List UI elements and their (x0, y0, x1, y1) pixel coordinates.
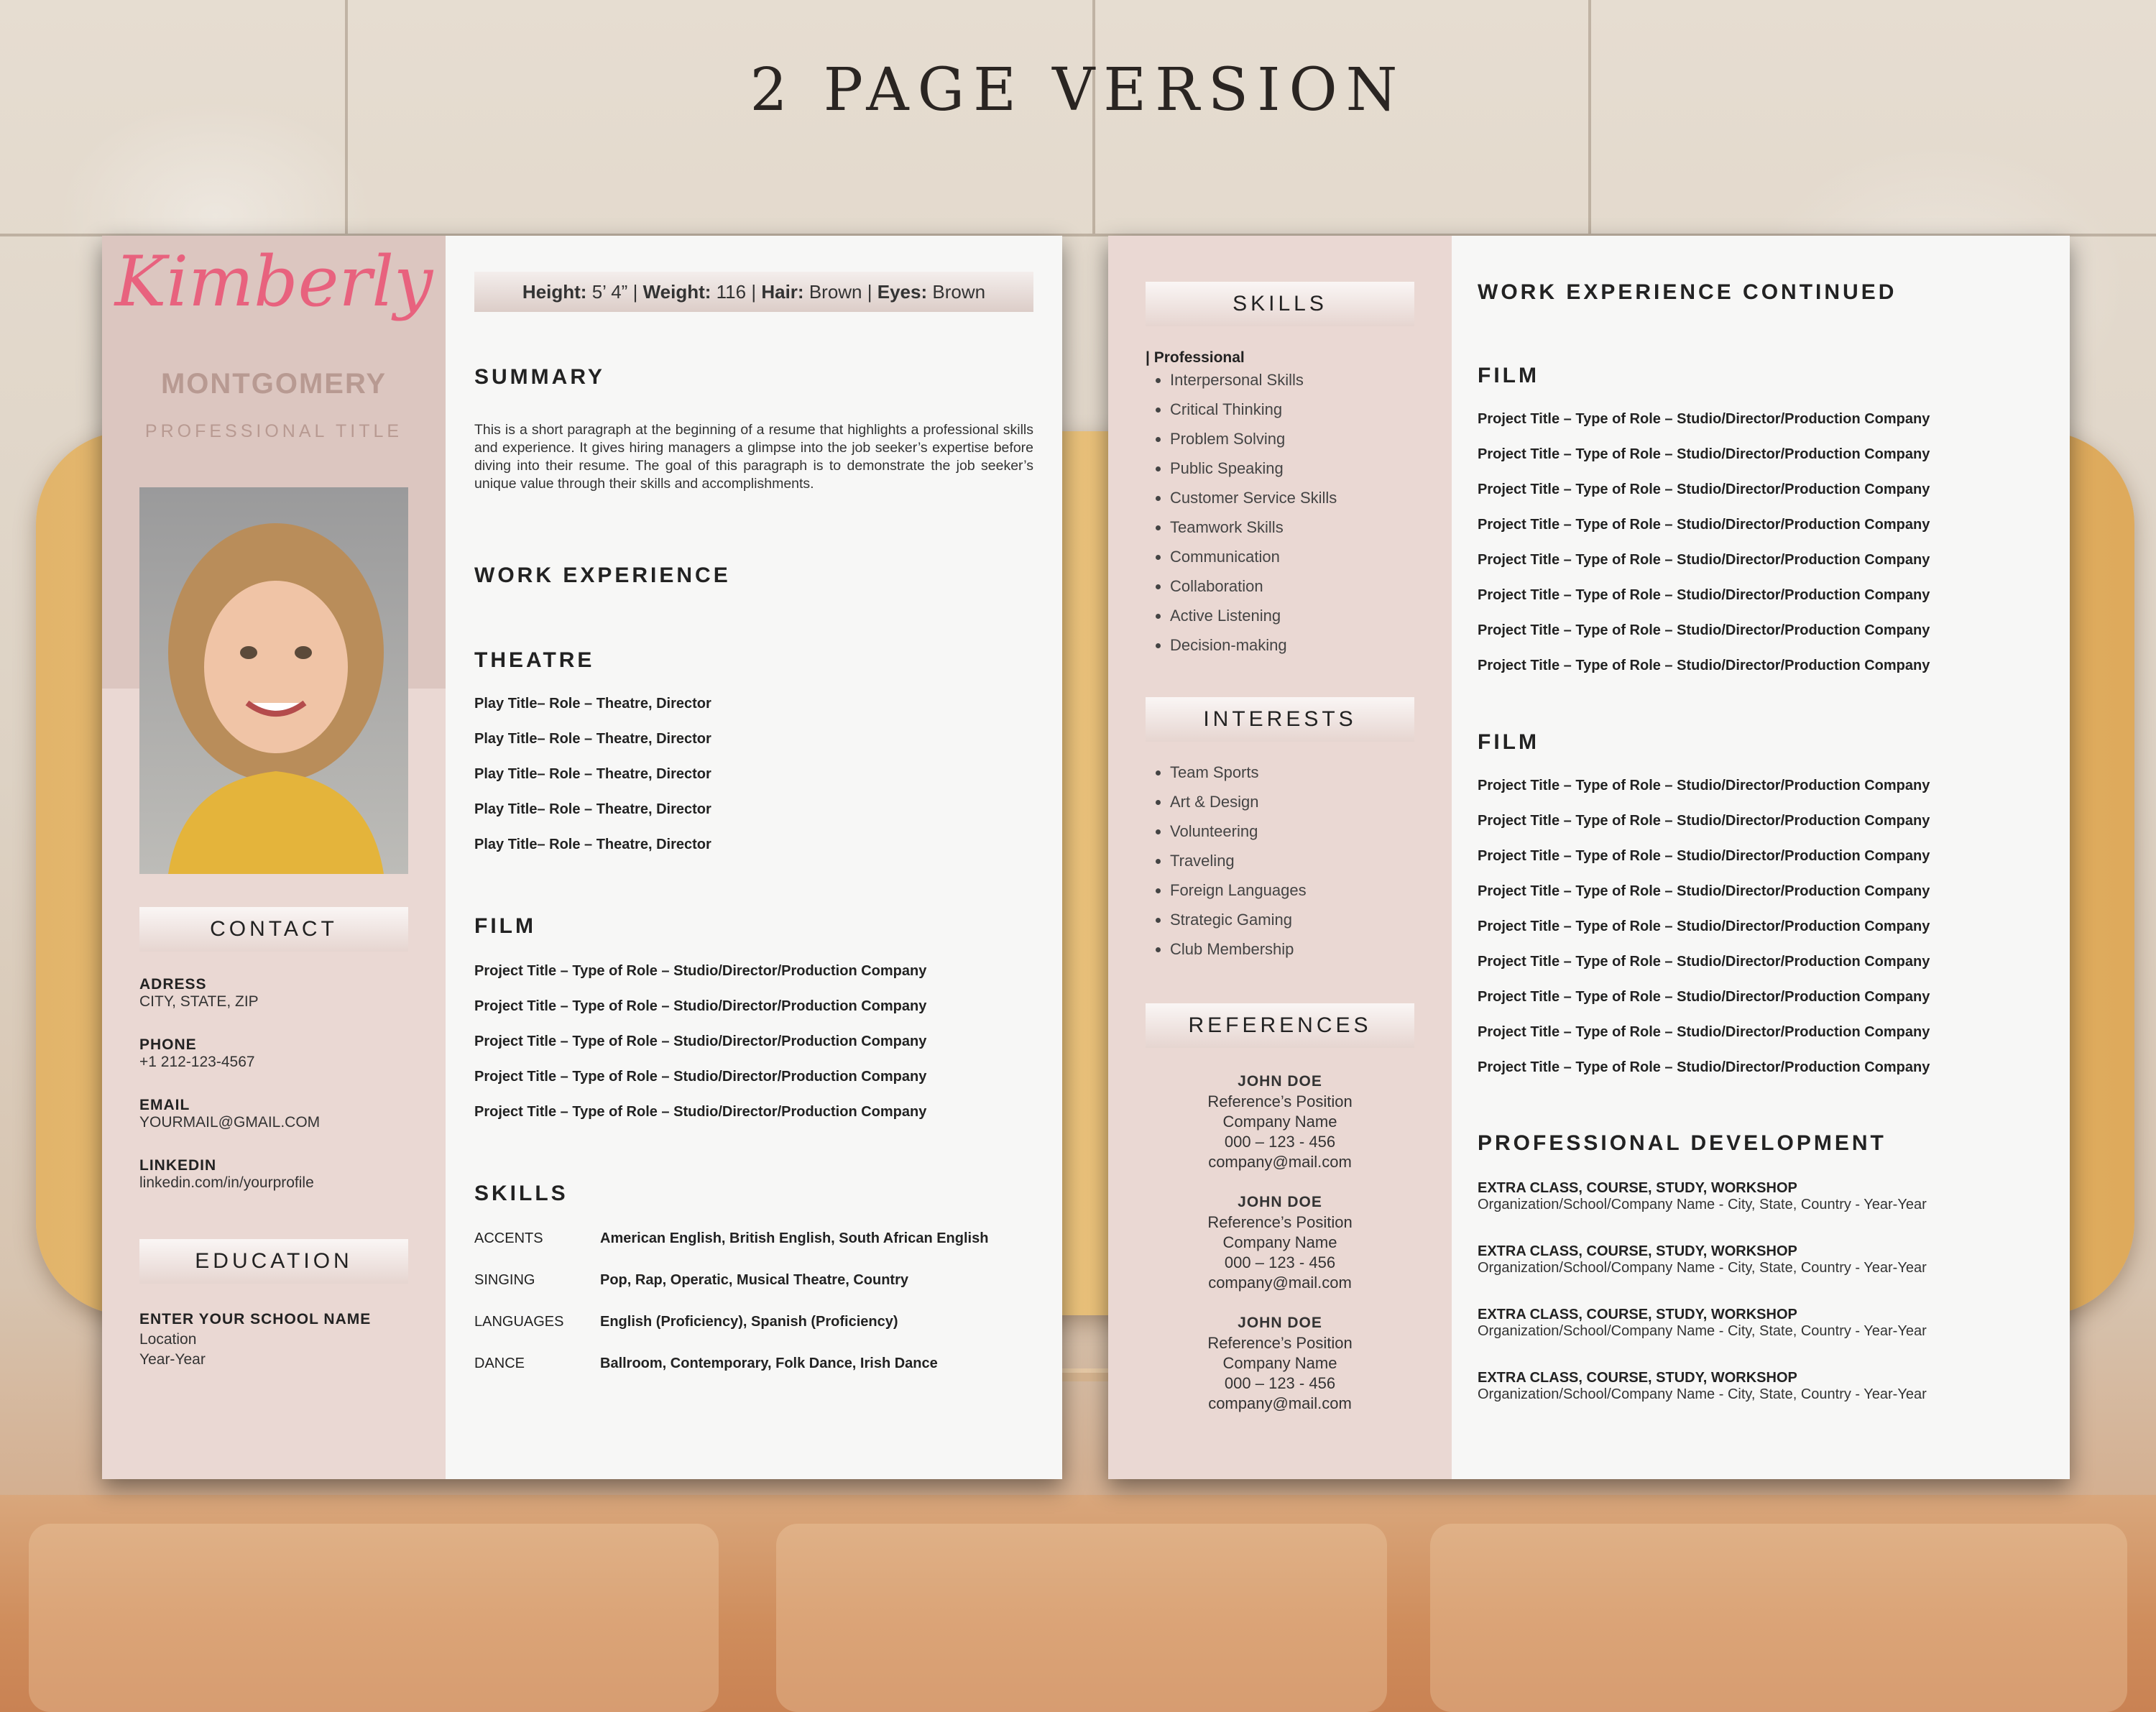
skills-subheader: | Professional (1146, 349, 1245, 366)
film-header: FILM (1478, 730, 1539, 754)
skill-item: • Teamwork Skills (1170, 518, 1337, 548)
theatre-row: Play Title– Role – Theatre, Director (474, 696, 711, 712)
skill-item: • Problem Solving (1170, 430, 1337, 459)
pd-item (1478, 1180, 1927, 1213)
contact-value: linkedin.com/in/yourprofile (139, 1174, 314, 1191)
reference-name: JOHN DOE (1238, 1073, 1322, 1090)
theatre-row: Play Title– Role – Theatre, Director (474, 766, 711, 782)
professional-title: PROFESSIONAL TITLE (144, 421, 403, 441)
reference-email: company@mail.com (1208, 1153, 1352, 1171)
references-header: REFERENCES (1146, 1003, 1414, 1048)
reference-email: company@mail.com (1208, 1274, 1352, 1292)
last-name: MONTGOMERY (160, 368, 387, 400)
pd-detail: Organization/School/Company Name - City, State, Country - Year-Year (1478, 1260, 1927, 1276)
contact-value: YOURMAIL@GMAIL.COM (139, 1114, 321, 1131)
pd-title: EXTRA CLASS, COURSE, STUDY, WORKSHOP (1478, 1243, 1797, 1259)
film-row: Project Title – Type of Role – Studio/Director/Production Company (1478, 954, 1930, 970)
resume-page-2 (1108, 236, 2070, 1479)
interest-item: • Art & Design (1170, 793, 1307, 822)
contact-value: +1 212-123-4567 (139, 1054, 255, 1070)
reference-phone: 000 – 123 - 456 (1224, 1253, 1336, 1271)
reference-phone: 000 – 123 - 456 (1224, 1374, 1336, 1392)
skill-item: • Critical Thinking (1170, 400, 1337, 430)
interest-item: • Volunteering (1170, 822, 1307, 852)
eyes-value: Brown (932, 281, 986, 303)
separator: | (867, 281, 872, 303)
reference-card (1108, 1071, 1452, 1172)
film-row: Project Title – Type of Role – Studio/Director/Production Company (474, 1069, 927, 1085)
skill-value: American English, British English, South African English (600, 1230, 989, 1246)
film-row: Project Title – Type of Role – Studio/Director/Production Company (1478, 658, 1930, 673)
resume-page-1 (102, 236, 1062, 1479)
interest-item: • Foreign Languages (1170, 881, 1307, 911)
reference-card (1108, 1192, 1452, 1293)
pd-item (1478, 1307, 1927, 1340)
pd-detail: Organization/School/Company Name - City, State, Country - Year-Year (1478, 1197, 1927, 1212)
theatre-row: Play Title– Role – Theatre, Director (474, 801, 711, 817)
summary-header: SUMMARY (474, 365, 605, 389)
reference-company: Company Name (1222, 1233, 1337, 1251)
skills-header: SKILLS (1146, 282, 1414, 326)
interest-item: • Team Sports (1170, 763, 1307, 793)
weight-label: Weight: (642, 281, 711, 303)
stats-bar (474, 272, 1033, 312)
skill-item: • Communication (1170, 548, 1337, 577)
separator: | (751, 281, 757, 303)
interest-item: • Traveling (1170, 852, 1307, 881)
film-row: Project Title – Type of Role – Studio/Director/Production Company (474, 998, 927, 1014)
film-row: Project Title – Type of Role – Studio/Director/Production Company (1478, 848, 1930, 864)
theatre-row: Play Title– Role – Theatre, Director (474, 731, 711, 747)
work-continued-header: WORK EXPERIENCE CONTINUED (1478, 280, 1897, 304)
reference-phone: 000 – 123 - 456 (1224, 1133, 1336, 1151)
film-row: Project Title – Type of Role – Studio/Director/Production Company (1478, 1059, 1930, 1075)
skill-value: English (Proficiency), Spanish (Proficiency) (600, 1314, 898, 1330)
film-row: Project Title – Type of Role – Studio/Director/Production Company (1478, 517, 1930, 533)
eyes-label: Eyes: (877, 281, 928, 303)
skill-value: Ballroom, Contemporary, Folk Dance, Irish Dance (600, 1356, 938, 1371)
reference-position: Reference’s Position (1207, 1092, 1353, 1110)
reference-name: JOHN DOE (1238, 1194, 1322, 1210)
skill-item: • Customer Service Skills (1170, 489, 1337, 518)
contact-list (139, 976, 427, 1218)
contact-header: CONTACT (139, 907, 408, 952)
education-header: EDUCATION (139, 1239, 408, 1284)
skills-header: SKILLS (474, 1182, 568, 1205)
film-row: Project Title – Type of Role – Studio/Director/Production Company (1478, 1024, 1930, 1040)
education-block (139, 1310, 427, 1370)
film-row: Project Title – Type of Role – Studio/Director/Production Company (1478, 778, 1930, 793)
film-header: FILM (474, 914, 536, 938)
school-years: Year-Year (139, 1351, 206, 1368)
film-row: Project Title – Type of Role – Studio/Director/Production Company (474, 963, 927, 979)
interest-item: • Strategic Gaming (1170, 911, 1307, 940)
film-row: Project Title – Type of Role – Studio/Director/Production Company (474, 1034, 927, 1049)
contact-label: PHONE (139, 1036, 197, 1053)
skill-item: • Interpersonal Skills (1170, 371, 1337, 400)
hair-label: Hair: (761, 281, 804, 303)
film-row: Project Title – Type of Role – Studio/Director/Production Company (1478, 989, 1930, 1005)
contact-label: EMAIL (139, 1097, 190, 1113)
film-row: Project Title – Type of Role – Studio/Director/Production Company (1478, 446, 1930, 462)
skill-value: Pop, Rap, Operatic, Musical Theatre, Country (600, 1272, 908, 1288)
skill-label: LANGUAGES (474, 1314, 564, 1330)
film-row: Project Title – Type of Role – Studio/Director/Production Company (474, 1104, 927, 1120)
pd-item (1478, 1370, 1927, 1403)
height-label: Height: (522, 281, 587, 303)
pd-title: EXTRA CLASS, COURSE, STUDY, WORKSHOP (1478, 1307, 1797, 1322)
skill-label: SINGING (474, 1272, 535, 1288)
professional-development-header: PROFESSIONAL DEVELOPMENT (1478, 1131, 1886, 1155)
reference-email: company@mail.com (1208, 1394, 1352, 1412)
theatre-row: Play Title– Role – Theatre, Director (474, 837, 711, 852)
interests-header: INTERESTS (1146, 697, 1414, 742)
film-row: Project Title – Type of Role – Studio/Director/Production Company (1478, 411, 1930, 427)
stone-floor (0, 1495, 2156, 1712)
film-row: Project Title – Type of Role – Studio/Director/Production Company (1478, 813, 1930, 829)
profile-photo (139, 487, 408, 874)
weight-value: 116 (716, 281, 747, 303)
contact-label: ADRESS (139, 976, 207, 993)
skill-item: • Decision-making (1170, 636, 1337, 666)
contact-value: CITY, STATE, ZIP (139, 993, 259, 1010)
school-name: ENTER YOUR SCHOOL NAME (139, 1311, 372, 1327)
reference-position: Reference’s Position (1207, 1213, 1353, 1231)
skill-label: ACCENTS (474, 1230, 543, 1246)
reference-position: Reference’s Position (1207, 1334, 1353, 1352)
interests-list (1146, 763, 1307, 970)
hair-value: Brown (808, 281, 862, 303)
headline: 2 PAGE VERSION (750, 56, 1406, 124)
reference-card (1108, 1312, 1452, 1414)
separator: | (632, 281, 638, 303)
height-value: 5’ 4” (591, 281, 628, 303)
work-experience-header: WORK EXPERIENCE (474, 563, 731, 587)
film-row: Project Title – Type of Role – Studio/Director/Production Company (1478, 552, 1930, 568)
pd-title: EXTRA CLASS, COURSE, STUDY, WORKSHOP (1478, 1180, 1797, 1196)
first-name: Kimberly (114, 241, 433, 322)
film-row: Project Title – Type of Role – Studio/Director/Production Company (1478, 883, 1930, 899)
film-row: Project Title – Type of Role – Studio/Director/Production Company (1478, 622, 1930, 638)
film-row: Project Title – Type of Role – Studio/Director/Production Company (1478, 919, 1930, 934)
school-location: Location (139, 1331, 197, 1348)
film-row: Project Title – Type of Role – Studio/Director/Production Company (1478, 587, 1930, 603)
contact-label: LINKEDIN (139, 1157, 217, 1174)
summary-text: This is a short paragraph at the beginning of a resume that highlights a professional skills and experience. It gives hiring managers a glimpse into the job seeker’s expertise before diving into their resume. The goal of this paragraph is to demonstrate the job seeker’s unique value through their skills and accomplishments. (474, 422, 1033, 492)
pd-detail: Organization/School/Company Name - City, State, Country - Year-Year (1478, 1323, 1927, 1339)
skill-item: • Active Listening (1170, 607, 1337, 636)
film-row: Project Title – Type of Role – Studio/Director/Production Company (1478, 482, 1930, 497)
skill-item: • Collaboration (1170, 577, 1337, 607)
reference-name: JOHN DOE (1238, 1315, 1322, 1331)
pd-item (1478, 1243, 1927, 1276)
skill-label: DANCE (474, 1356, 525, 1371)
theatre-header: THEATRE (474, 648, 595, 672)
pd-detail: Organization/School/Company Name - City, State, Country - Year-Year (1478, 1386, 1927, 1402)
pd-title: EXTRA CLASS, COURSE, STUDY, WORKSHOP (1478, 1370, 1797, 1386)
reference-company: Company Name (1222, 1354, 1337, 1372)
reference-company: Company Name (1222, 1113, 1337, 1131)
interest-item: • Club Membership (1170, 940, 1307, 970)
skills-list (1146, 371, 1337, 666)
film-header: FILM (1478, 364, 1539, 387)
skill-item: • Public Speaking (1170, 459, 1337, 489)
